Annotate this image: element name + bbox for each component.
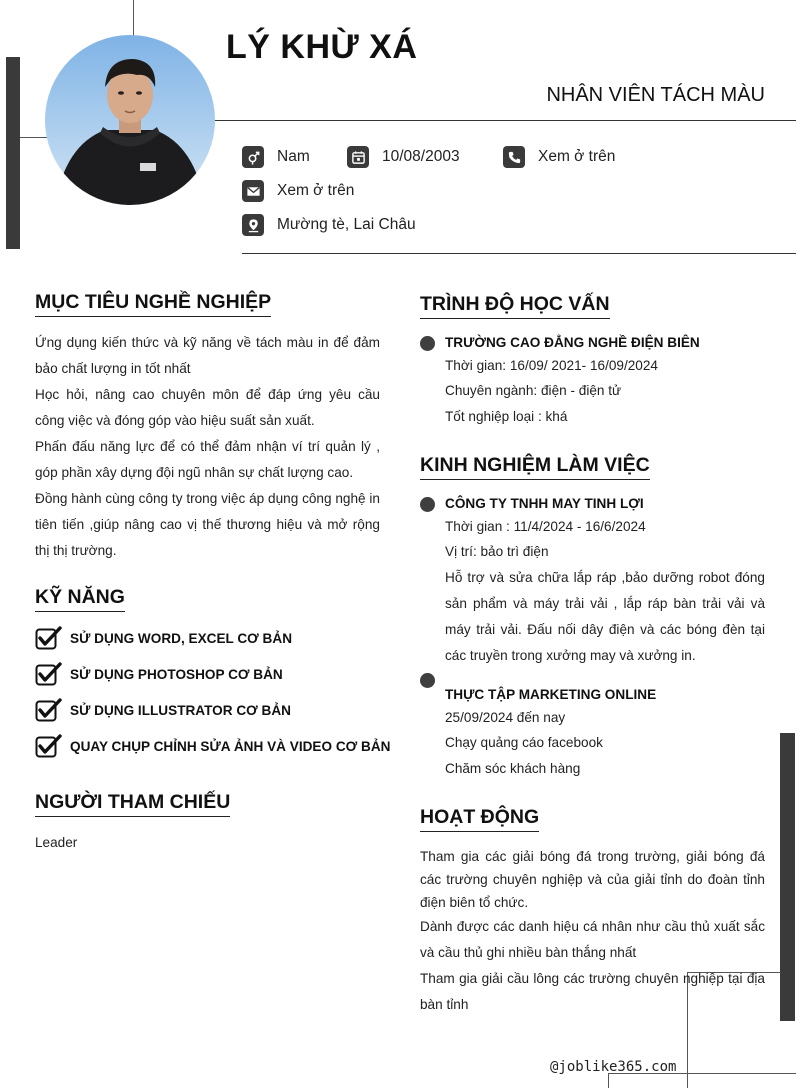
location-icon: [242, 214, 264, 236]
job-description: Hỗ trợ và sửa chữa lắp ráp ,bảo dưỡng robot đóng sản phẩm và máy trải vải , lắp ráp bàn trải vải và máy trải vải. Đấu nối dây điện và các bóng đèn tại các truyền trong xưởng may và xưởng in.: [445, 570, 765, 663]
skill-label: SỬ DỤNG ILLUSTRATOR CƠ BẢN: [70, 702, 291, 718]
education-grade: Tốt nghiệp loại : khá: [445, 409, 568, 424]
skill-item: [35, 626, 292, 650]
skill-label: QUAY CHỤP CHỈNH SỬA ẢNH VÀ VIDEO CƠ BẢN: [70, 738, 391, 754]
reference-title: NGƯỜI THAM CHIẾU: [35, 791, 230, 817]
checkmark-icon: [35, 698, 63, 722]
address-value: Mường tè, Lai Châu: [277, 216, 416, 233]
name-divider: [215, 120, 796, 121]
job-task: Chăm sóc khách hàng: [445, 761, 581, 776]
activities-title: HOẠT ĐỘNG: [420, 806, 539, 832]
birthday-value: 10/08/2003: [382, 148, 460, 165]
decor-box-footer: [608, 1073, 796, 1088]
bullet-dot: [420, 497, 435, 512]
job-time: Thời gian : 11/4/2024 - 16/6/2024: [445, 519, 646, 534]
decor-line-left: [20, 137, 48, 138]
education-entry: [420, 334, 765, 434]
skill-item: [35, 734, 390, 758]
education-time: Thời gian: 16/09/ 2021- 16/09/2024: [445, 358, 658, 373]
activity-paragraph: Tham gia giải cầu lông các trường chuyên nghiệp tại địa bàn tỉnh: [420, 971, 765, 1012]
calendar-icon: [347, 146, 369, 168]
contact-divider: [242, 253, 796, 254]
gender-value: Nam: [277, 148, 310, 165]
experience-entry: [420, 495, 765, 675]
job-time: 25/09/2024 đến nay: [445, 710, 566, 725]
objective-paragraph: Ứng dụng kiến thức và kỹ năng về tách màu in để đảm bảo chất lượng in tốt nhất: [35, 335, 380, 376]
checkmark-icon: [35, 626, 63, 650]
contact-phone: [503, 146, 615, 168]
contact-birthday: [347, 146, 460, 168]
contact-email: [242, 180, 354, 202]
bullet-dot: [420, 336, 435, 351]
gender-icon: [242, 146, 264, 168]
candidate-name: LÝ KHỪ XÁ: [226, 28, 418, 66]
email-icon: [242, 180, 264, 202]
activity-paragraph: Dành được các danh hiệu cá nhân như cầu thủ xuất sắc và cầu thủ ghi nhiều bàn thắng nhất: [420, 919, 765, 960]
job-position: NHÂN VIÊN TÁCH MÀU: [546, 84, 765, 106]
watermark: @joblike365.com: [550, 1059, 677, 1075]
education-major: Chuyên ngành: điện - điện tử: [445, 383, 622, 398]
company-name: CÔNG TY TNHH MAY TINH LỢI: [445, 496, 644, 511]
checkmark-icon: [35, 662, 63, 686]
skills-title: KỸ NĂNG: [35, 586, 125, 612]
objective-paragraph: Học hỏi, nâng cao chuyên môn để đáp ứng yêu cầu công việc và đóng góp vào hiệu suất sản xuất.: [35, 387, 380, 428]
skill-label: SỬ DỤNG PHOTOSHOP CƠ BẢN: [70, 666, 283, 682]
objective-title: MỤC TIÊU NGHỀ NGHIỆP: [35, 291, 271, 317]
job-role: Vị trí: bảo trì điện: [445, 544, 549, 559]
activities-body: [420, 845, 765, 1018]
decor-bar-left: [6, 57, 20, 249]
experience-title: KINH NGHIỆM LÀM VIỆC: [420, 454, 650, 480]
objective-paragraph: Phấn đấu năng lực để có thể đảm nhận ví trí quản lý , góp phần xây dựng đội ngũ nhân sự chất lượng cao.: [35, 439, 380, 480]
reference-body: Leader: [35, 835, 78, 850]
decor-bar-right: [780, 733, 795, 1021]
education-title: TRÌNH ĐỘ HỌC VẤN: [420, 293, 610, 319]
school-name: TRƯỜNG CAO ĐẲNG NGHỀ ĐIỆN BIÊN: [445, 335, 700, 350]
skill-item: [35, 698, 291, 722]
activity-paragraph: Tham gia các giải bóng đá trong trường, giải bóng đá các trường chuyên nghiệp và của giải tỉnh do đoàn tỉnh điện biên tổ chức.: [420, 849, 765, 910]
email-value: Xem ở trên: [277, 182, 355, 199]
skill-item: [35, 662, 283, 686]
job-task: Chạy quảng cáo facebook: [445, 735, 603, 750]
company-name: THỰC TẬP MARKETING ONLINE: [445, 687, 657, 702]
bullet-dot: [420, 673, 435, 688]
checkmark-icon: [35, 734, 63, 758]
contact-gender: [242, 146, 310, 168]
objective-paragraph: Đồng hành cùng công ty trong việc áp dụng công nghệ in tiên tiến ,giúp nâng cao vị thế thương hiệu và mở rộng thị thị trường.: [35, 491, 380, 558]
avatar: [45, 35, 215, 205]
experience-entry: [420, 672, 765, 782]
objective-body: [35, 330, 380, 564]
decor-line-top: [133, 0, 134, 36]
phone-icon: [503, 146, 525, 168]
skill-label: SỬ DỤNG WORD, EXCEL CƠ BẢN: [70, 630, 293, 646]
contact-address: [242, 214, 416, 236]
phone-value: Xem ở trên: [538, 148, 616, 165]
